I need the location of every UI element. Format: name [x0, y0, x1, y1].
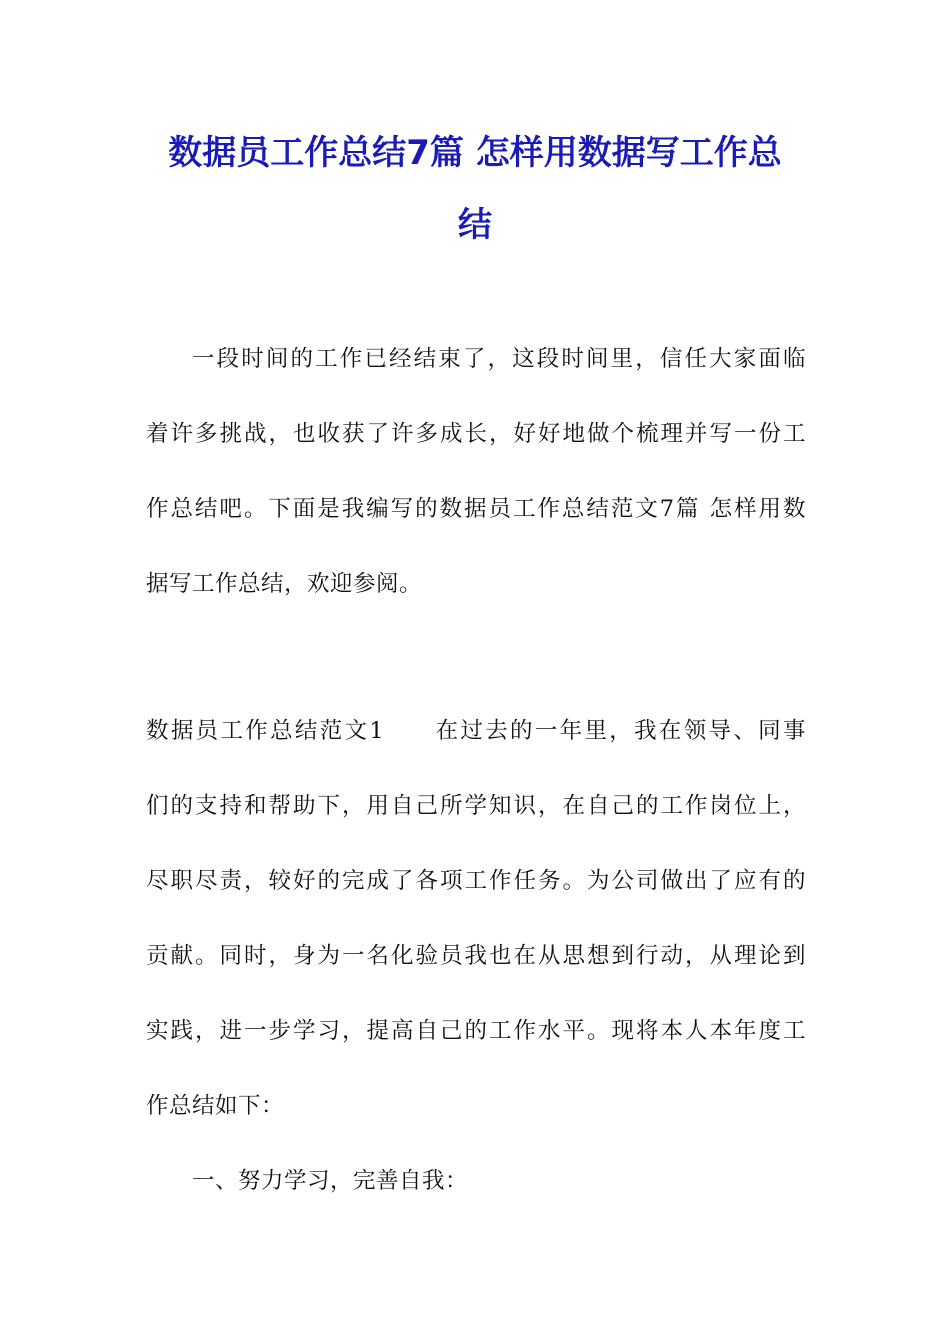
section-heading-1: 一、努力学习，完善自我：	[192, 1168, 469, 1194]
document-title-line-1: 数据员工作总结7篇 怎样用数据写工作总	[168, 133, 782, 173]
intro-line-4: 据写工作总结，欢迎参阅。	[146, 571, 423, 597]
section1-line-6: 作总结如下：	[146, 1093, 285, 1119]
section1-line-5: 实践，进一步学习，提高自己的工作水平。现将本人本年度工	[146, 1018, 806, 1044]
intro-line-3: 作总结吧。下面是我编写的数据员工作总结范文7篇 怎样用数	[146, 496, 806, 522]
intro-line-2: 着许多挑战，也收获了许多成长，好好地做个梳理并写一份工	[146, 421, 806, 447]
section1-line-4: 贡献。同时，身为一名化验员我也在从思想到行动，从理论到	[146, 943, 806, 969]
intro-line-1: 一段时间的工作已经结束了，这段时间里，信任大家面临	[192, 346, 806, 372]
section1-line-2: 们的支持和帮助下，用自己所学知识，在自己的工作岗位上，	[146, 793, 806, 819]
section1-line-1: 数据员工作总结范文1 在过去的一年里，我在领导、同事	[146, 718, 806, 744]
document-title-line-2: 结	[458, 205, 492, 245]
section1-line-3: 尽职尽责，较好的完成了各项工作任务。为公司做出了应有的	[146, 868, 806, 894]
